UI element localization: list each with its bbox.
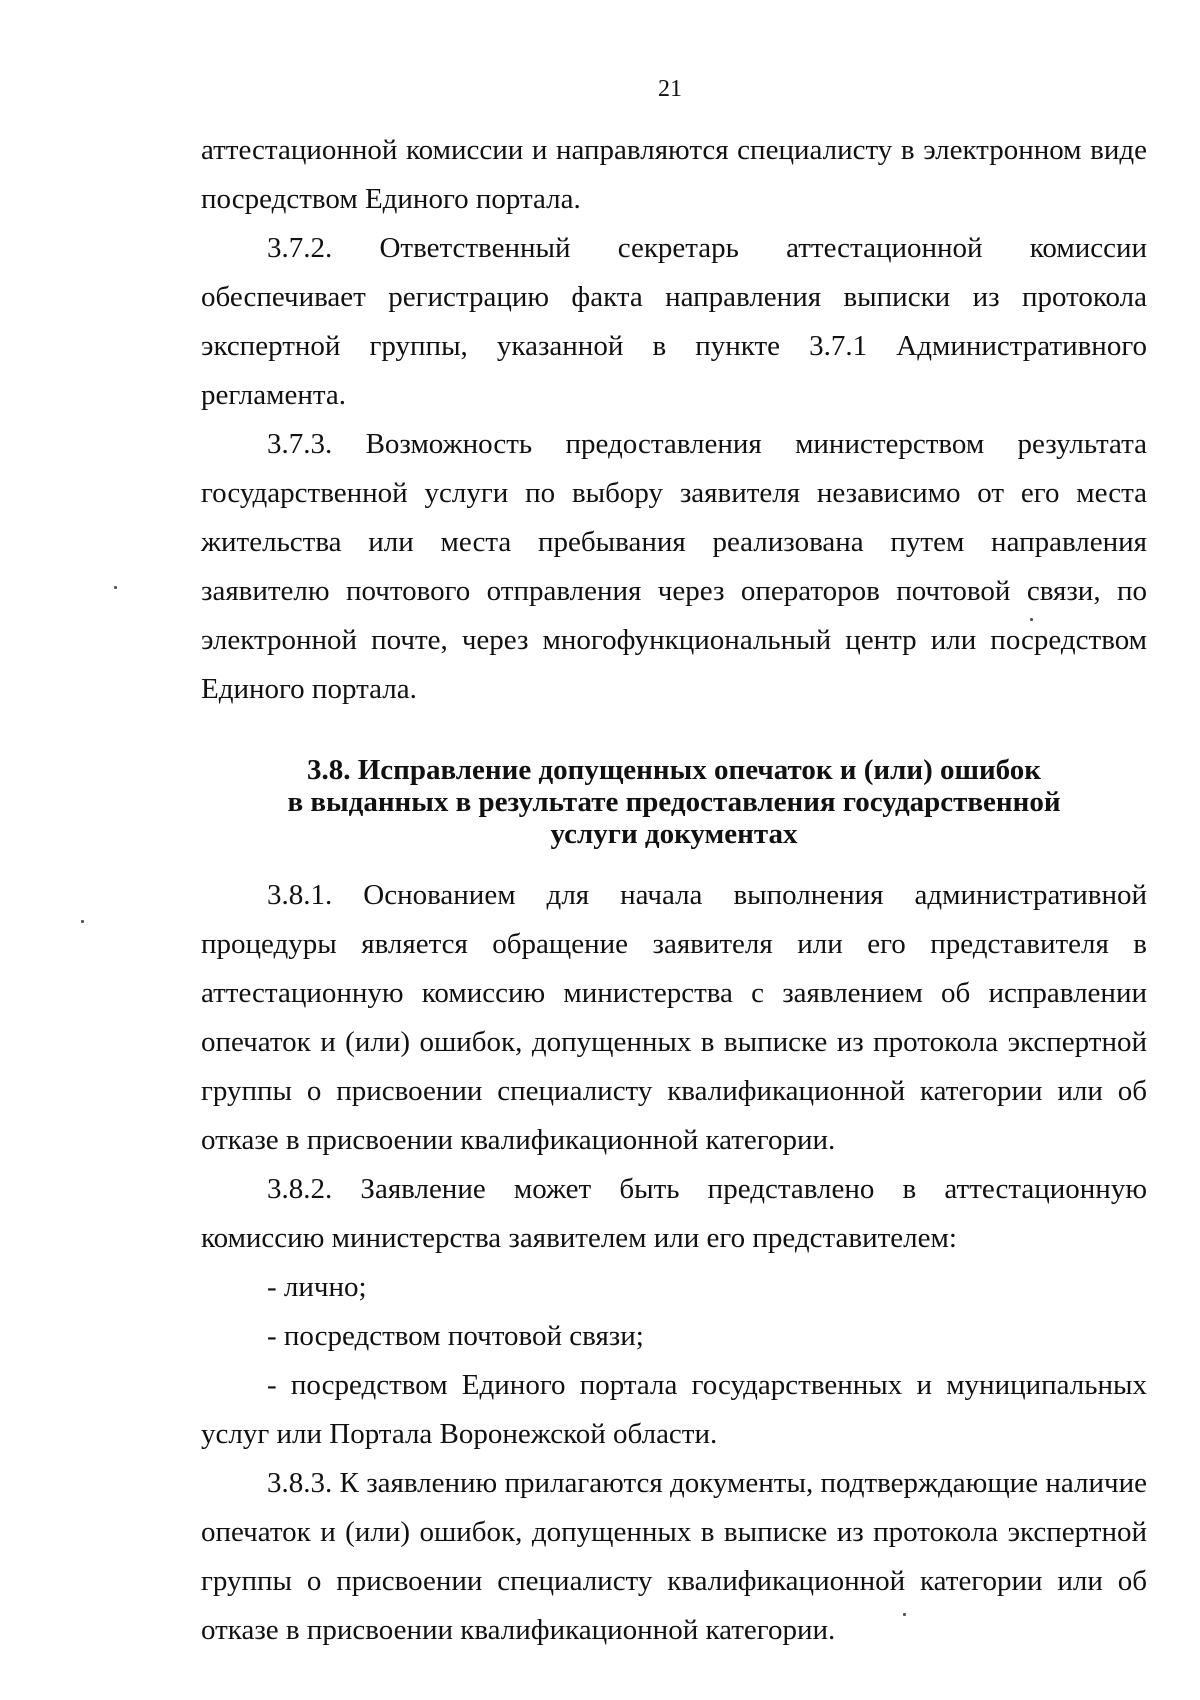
list-item: - лично; [267, 1271, 367, 1303]
list-item: - посредством почтовой связи; [267, 1320, 644, 1352]
scan-speck [81, 920, 84, 923]
paragraph-3-8-1: 3.8.1. Основанием для начала выполнения административной процедуры является обращение заявителя или его представителя в аттестационную комиссию министерства с заявлением об исправлении опечаток и (или) ошибок, допущенных в выписке из протокола экспертной группы о присвоении специалисту квалификационной категории или об отказе в присвоении квалификационной категории. [201, 879, 1147, 1156]
heading-line: услуги документах [550, 818, 798, 850]
page-number: 21 [658, 76, 682, 102]
document-body [201, 126, 1147, 1655]
scan-speck [114, 586, 117, 589]
heading-line: в выданных в результате предоставления государственной [287, 786, 1061, 818]
heading-line: 3.8. Исправление допущенных опечаток и (или) ошибок [306, 754, 1042, 786]
section-heading-3-8 [201, 754, 1147, 850]
list-item: - посредством Единого портала государственных и муниципальных услуг или Портала Воронежской области. [201, 1369, 1147, 1450]
paragraph-continuation: аттестационной комиссии и направляются специалисту в электронном виде посредством Единого портала. [201, 134, 1147, 215]
paragraph-3-7-2: 3.7.2. Ответственный секретарь аттестационной комиссии обеспечивает регистрацию факта направления выписки из протокола экспертной группы, указанной в пункте 3.7.1 Административного регламента. [201, 232, 1147, 411]
paragraph-3-8-2: 3.8.2. Заявление может быть представлено в аттестационную комиссию министерства заявителем или его представителем: [201, 1173, 1147, 1254]
scan-speck [1030, 618, 1033, 621]
paragraph-3-8-3: 3.8.3. К заявлению прилагаются документы, подтверждающие наличие опечаток и (или) ошибок, допущенных в выписке из протокола экспертной группы о присвоении специалисту квалификационной категории или об отказе в присвоении квалификационной категории. [201, 1467, 1147, 1646]
scan-speck [903, 1613, 906, 1616]
paragraph-3-7-3: 3.7.3. Возможность предоставления министерством результата государственной услуги по выбору заявителя независимо от его места жительства или места пребывания реализована путем направления заявителю почтового отправления через операторов почтовой связи, по электронной почте, через многофункциональный центр или посредством Единого портала. [201, 428, 1147, 705]
